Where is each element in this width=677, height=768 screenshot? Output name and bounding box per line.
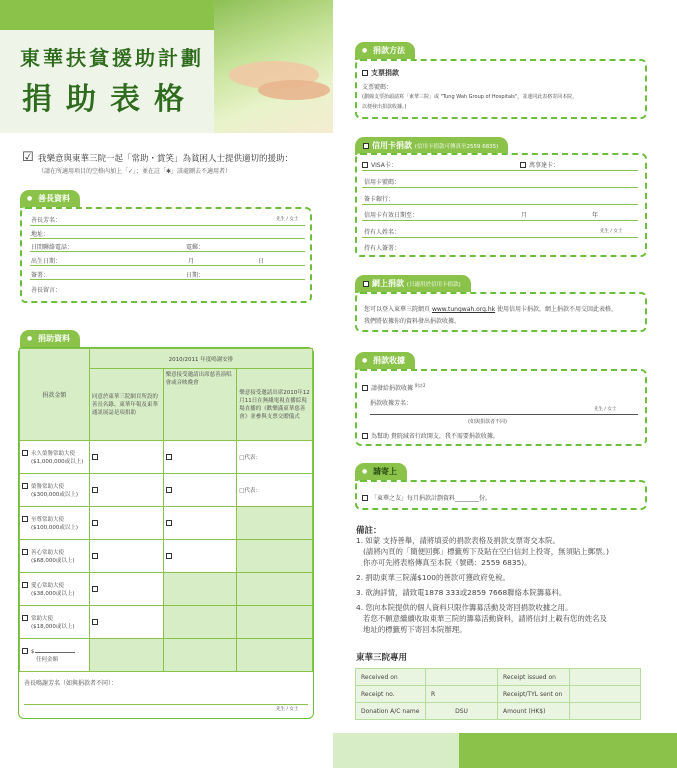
row-4-col1-checkbox[interactable] bbox=[92, 586, 98, 592]
donor-name-label: 善長芳名： bbox=[31, 217, 62, 224]
receipt-issue-label: 請發給捐款收據 bbox=[371, 385, 414, 392]
row-3-range: ($68,000或以上) bbox=[31, 558, 75, 564]
card-no-label: 信用卡號碼： bbox=[364, 179, 401, 186]
row-2-col3 bbox=[237, 507, 313, 540]
receipt-waive-option[interactable] bbox=[362, 431, 499, 440]
donor-phone-label: 日間聯絡電話： bbox=[31, 244, 74, 251]
office-amount-value bbox=[570, 703, 641, 720]
row-custom-col1 bbox=[89, 639, 163, 672]
row-5-checkbox[interactable] bbox=[22, 615, 28, 621]
row-0-col3[interactable] bbox=[237, 441, 313, 474]
donor-dob-month: 月 bbox=[188, 258, 195, 265]
header-left-bar bbox=[0, 0, 214, 30]
tab-receipt: ● 捐款收據 bbox=[355, 352, 415, 370]
online-line2: 我們將依據你的資料發出捐款收據。 bbox=[364, 318, 461, 325]
row-3-col1[interactable] bbox=[89, 540, 163, 573]
col1-header: 同意於東華三院網頁所設的善長名錄、東華年報及東華通訊展誌是項捐助 bbox=[89, 369, 163, 441]
donor-title-suffix: 先生 / 女士 bbox=[276, 217, 299, 222]
tab-donor: ● 善長資料 bbox=[20, 190, 80, 208]
cheque-no-label: 支票號碼： bbox=[362, 84, 393, 91]
master-label: 萬事達卡： bbox=[529, 162, 560, 169]
row-2-amount[interactable] bbox=[20, 507, 90, 540]
expiry-year: 年 bbox=[592, 212, 599, 219]
mail-item: 「東華之友」每月捐款計劃資料________份。 bbox=[371, 495, 492, 502]
ack-name-label: 善長鳴謝芳名（如與捐款者不同）： bbox=[24, 680, 118, 687]
visa-option[interactable] bbox=[362, 160, 397, 169]
row-3-name: 善心常助大使 bbox=[31, 550, 65, 556]
online-checkbox[interactable] bbox=[363, 281, 369, 287]
custom-prefix: $ bbox=[31, 648, 35, 655]
credit-card-tab-note: (信用卡捐款可傳真至2559 6835) bbox=[414, 144, 499, 150]
ack-title-suffix: 先生 / 女士 bbox=[276, 707, 299, 712]
office-receipt-issued-value bbox=[570, 669, 641, 686]
office-title: 東華三院專用 bbox=[356, 653, 408, 663]
cc-line-4 bbox=[362, 220, 638, 221]
row-5-col3 bbox=[237, 606, 313, 639]
tab-payment-method: ● 捐款方法 bbox=[355, 42, 415, 60]
issuer-label: 簽卡銀行： bbox=[364, 196, 395, 203]
online-line1 bbox=[364, 304, 617, 313]
office-table bbox=[355, 668, 641, 720]
office-receipt-tyl-value bbox=[570, 686, 641, 703]
row-1-name: 榮譽常助大使 bbox=[31, 484, 65, 490]
donor-dob-label: 出生日期： bbox=[31, 258, 62, 265]
donor-dob-day: 日 bbox=[258, 258, 265, 265]
donor-sign-line bbox=[30, 279, 305, 280]
online-tab-note: (只適用於信用卡捐款) bbox=[406, 282, 461, 288]
mail-checkbox[interactable] bbox=[362, 495, 368, 501]
year-header: 2010/2011 年度鳴謝安排 bbox=[168, 356, 234, 363]
online-title: 網上捐款 bbox=[372, 279, 404, 288]
row-5-amount[interactable] bbox=[20, 606, 90, 639]
row-3-col3 bbox=[237, 540, 313, 573]
cc-line-3 bbox=[362, 204, 638, 205]
row-3-amount[interactable] bbox=[20, 540, 90, 573]
receipt-name-line bbox=[370, 414, 638, 415]
cc-line-2 bbox=[362, 187, 638, 188]
donor-phone-line bbox=[30, 251, 305, 252]
row-1-amount[interactable] bbox=[20, 474, 90, 507]
receipt-diff-note: (如與捐款者不同) bbox=[468, 419, 507, 425]
row-2-col2-checkbox[interactable] bbox=[166, 520, 172, 526]
remark-line-1: (請將內頁的「簡便回郵」標籤剪下及貼在空白信封上投寄，無須貼上郵票。) bbox=[356, 547, 610, 556]
row-custom-amount[interactable] bbox=[20, 639, 90, 672]
tab-donation: ● 捐助資料 bbox=[20, 330, 80, 348]
custom-label: 任何金額 bbox=[36, 656, 59, 663]
row-3-col2-checkbox[interactable] bbox=[166, 553, 172, 559]
holder-label: 持有人姓名： bbox=[364, 229, 401, 236]
row-3-col2[interactable] bbox=[163, 540, 237, 573]
cheque-option[interactable] bbox=[362, 68, 399, 78]
row-1-checkbox[interactable] bbox=[22, 483, 28, 489]
row-0-rep[interactable]: □代表： bbox=[239, 455, 261, 461]
row-2-range: ($100,000或以上) bbox=[31, 525, 79, 531]
tab-online bbox=[355, 275, 471, 293]
intro-text: 我樂意與東華三院一起「常助・賞笑」為貧困人士提供適切的援助： bbox=[38, 154, 294, 164]
credit-card-section bbox=[355, 153, 647, 257]
row-0-col1[interactable] bbox=[89, 441, 163, 474]
expiry-label: 信用卡有效日期至： bbox=[364, 212, 419, 219]
receipt-title-suffix: 先生 / 女士 bbox=[594, 407, 617, 412]
row-4-checkbox[interactable] bbox=[22, 582, 28, 588]
amount-header: 捐款金額 bbox=[42, 392, 67, 399]
cc-line-5 bbox=[362, 237, 638, 238]
remark-line-4: 3. 欲詢詳情，請致電1878 333或2859 7668聯絡本院籌募科。 bbox=[356, 588, 567, 597]
ack-name-line bbox=[24, 704, 308, 705]
row-3-checkbox[interactable] bbox=[22, 549, 28, 555]
donor-name-line bbox=[30, 225, 305, 226]
row-0-amount[interactable] bbox=[20, 441, 90, 474]
mail-option[interactable] bbox=[362, 493, 491, 502]
row-0-name: 永久榮譽常助大使 bbox=[31, 451, 76, 457]
remark-line-7: 地址的標籤剪下寄回本院辦理。 bbox=[356, 625, 467, 634]
office-r-value: R bbox=[426, 686, 498, 703]
remark-line-2: 你亦可先將表格傳真至本院（號碼：2559 6835)。 bbox=[356, 558, 532, 567]
remarks-title: 備註： bbox=[356, 526, 382, 536]
row-1-range: ($300,000或以上) bbox=[31, 492, 79, 498]
credit-card-checkbox[interactable] bbox=[363, 143, 369, 149]
receipt-waive-label: 為幫助 貴院減省行政開支，我不需要捐款收據。 bbox=[371, 433, 499, 440]
row-2-col1-checkbox[interactable] bbox=[92, 520, 98, 526]
receipt-issue-option[interactable] bbox=[362, 383, 426, 392]
visa-checkbox[interactable] bbox=[362, 162, 368, 168]
office-receipt-tyl: Receipt/TYL sent on bbox=[498, 686, 570, 703]
office-received-on: Received on bbox=[356, 669, 426, 686]
amount-header-cell bbox=[20, 349, 90, 441]
row-1-col2[interactable] bbox=[163, 474, 237, 507]
donor-dob-line bbox=[30, 265, 305, 266]
row-5-col2 bbox=[163, 606, 237, 639]
bottom-bar-dark bbox=[459, 733, 677, 768]
row-4-name: 愛心常助大使 bbox=[31, 583, 65, 589]
receipt-issue-checkbox[interactable] bbox=[362, 385, 368, 391]
row-0-range: ($1,000,000或以上) bbox=[31, 459, 84, 465]
remark-line-3: 2. 捐助東華三院滿$100的善款可獲政府免稅。 bbox=[356, 573, 510, 582]
office-donation-ac: Donation A/C name bbox=[356, 703, 426, 720]
donation-table bbox=[19, 348, 313, 672]
header-photo-hands bbox=[214, 0, 333, 133]
remark-line-5: 4. 您向本院提供的個人資料只限作籌募活動及寄回捐款收據之用。 bbox=[356, 603, 573, 612]
office-amount: Amount (HK$) bbox=[498, 703, 570, 720]
credit-card-title: 信用卡捐款 bbox=[372, 141, 412, 150]
row-custom-col2 bbox=[163, 639, 237, 672]
master-option[interactable] bbox=[520, 160, 559, 169]
donor-date-label: 日期： bbox=[186, 272, 205, 279]
receipt-issue-note: 附註2 bbox=[415, 383, 426, 388]
donor-section bbox=[20, 207, 312, 303]
online-url-link[interactable]: www.tungwah.org.hk bbox=[431, 306, 496, 313]
donor-address-line bbox=[30, 238, 305, 239]
visa-label: VISA卡： bbox=[371, 162, 397, 169]
row-2-checkbox[interactable] bbox=[22, 516, 28, 522]
donor-message-label: 善長留言： bbox=[31, 287, 62, 294]
row-5-name: 常助大使 bbox=[31, 616, 54, 622]
row-4-range: ($38,000或以上) bbox=[31, 591, 75, 597]
row-3-col1-checkbox[interactable] bbox=[92, 553, 98, 559]
row-1-col3[interactable] bbox=[237, 474, 313, 507]
cheque-checkbox[interactable] bbox=[362, 70, 368, 76]
office-dsu-value: DSU bbox=[426, 703, 498, 720]
online-line1-prefix: 您可以登入東華三院網頁 bbox=[364, 306, 431, 313]
row-2-col2[interactable] bbox=[163, 507, 237, 540]
hands-illustration bbox=[214, 0, 333, 133]
year-header-cell bbox=[89, 349, 312, 369]
donor-email-label: 電郵： bbox=[186, 244, 205, 251]
row-5-range: ($18,000或以上) bbox=[31, 624, 75, 630]
row-0-col2-checkbox[interactable] bbox=[166, 454, 172, 460]
holder-title-suffix: 先生 / 女士 bbox=[600, 229, 623, 234]
row-4-col3 bbox=[237, 573, 313, 606]
donor-signature-label: 簽署： bbox=[31, 272, 50, 279]
holder-sig-label: 持有人簽署： bbox=[364, 245, 401, 252]
remark-line-0: 1. 如蒙 支持善舉，請將填妥的捐款表格及捐款支票寄交本院。 bbox=[356, 536, 560, 545]
row-5-col1-checkbox[interactable] bbox=[92, 619, 98, 625]
title-line1: 東華扶貧援助計劃 bbox=[20, 46, 204, 70]
receipt-waive-checkbox[interactable] bbox=[362, 433, 368, 439]
row-4-col2 bbox=[163, 573, 237, 606]
bottom-bar-light bbox=[333, 733, 459, 768]
master-checkbox[interactable] bbox=[520, 162, 526, 168]
row-1-rep[interactable]: □代表： bbox=[239, 488, 261, 494]
office-receipt-no: Receipt no. bbox=[356, 686, 426, 703]
row-0-checkbox[interactable] bbox=[22, 450, 28, 456]
row-2-name: 至尊常助大使 bbox=[31, 517, 65, 523]
donor-address-label: 地址： bbox=[31, 231, 50, 238]
tab-mail: ● 請寄上 bbox=[355, 463, 407, 481]
col3-header: 樂意接受邀請出席2010年12月11日在無綫電視直播綜現場直播的《歡樂滿東華慈善會》並參與支票交贈儀式 bbox=[237, 369, 313, 441]
row-0-col1-checkbox[interactable] bbox=[92, 454, 98, 460]
row-4-amount[interactable] bbox=[20, 573, 90, 606]
office-receipt-issued: Receipt issued on bbox=[498, 669, 570, 686]
intro-check-icon: ☑ bbox=[22, 150, 34, 165]
col2-header: 樂意接受邀請出席慈善演唱會或音映晚會 bbox=[163, 369, 237, 441]
receipt-name-label: 捐款收據芳名： bbox=[370, 400, 413, 407]
intro-note: （請在所適用項目的空格內加上「✓」；並在註「✱」該處刪去不適用者） bbox=[38, 168, 232, 175]
cheque-label: 支票捐款 bbox=[371, 69, 399, 77]
row-custom-col3 bbox=[237, 639, 313, 672]
row-2-col1[interactable] bbox=[89, 507, 163, 540]
row-5-col1[interactable] bbox=[89, 606, 163, 639]
cheque-note1: (劃線支票抬頭請寫「東華三院」或 "Tung Wah Group of Hospitals"，並連同此表格寄回本院， bbox=[362, 94, 578, 100]
title-line2: 捐助表格 bbox=[22, 82, 198, 117]
row-1-col1[interactable] bbox=[89, 474, 163, 507]
cc-line-1 bbox=[362, 170, 638, 171]
row-1-col1-checkbox[interactable] bbox=[92, 487, 98, 493]
row-0-col2[interactable] bbox=[163, 441, 237, 474]
expiry-month: 月 bbox=[521, 212, 528, 219]
online-line1-suffix: 使用信用卡捐款，網上捐款不用交回此表格， bbox=[497, 306, 618, 313]
office-received-on-value bbox=[426, 669, 498, 686]
row-1-col2-checkbox[interactable] bbox=[166, 487, 172, 493]
row-custom-checkbox[interactable] bbox=[22, 648, 28, 654]
cheque-note2: 以便發出捐款收據。) bbox=[362, 104, 407, 110]
remark-line-6: 若您不願意繼續收取東華三院的籌募活動資料，請將信封上載有您的姓名及 bbox=[356, 614, 607, 623]
row-4-col1[interactable] bbox=[89, 573, 163, 606]
